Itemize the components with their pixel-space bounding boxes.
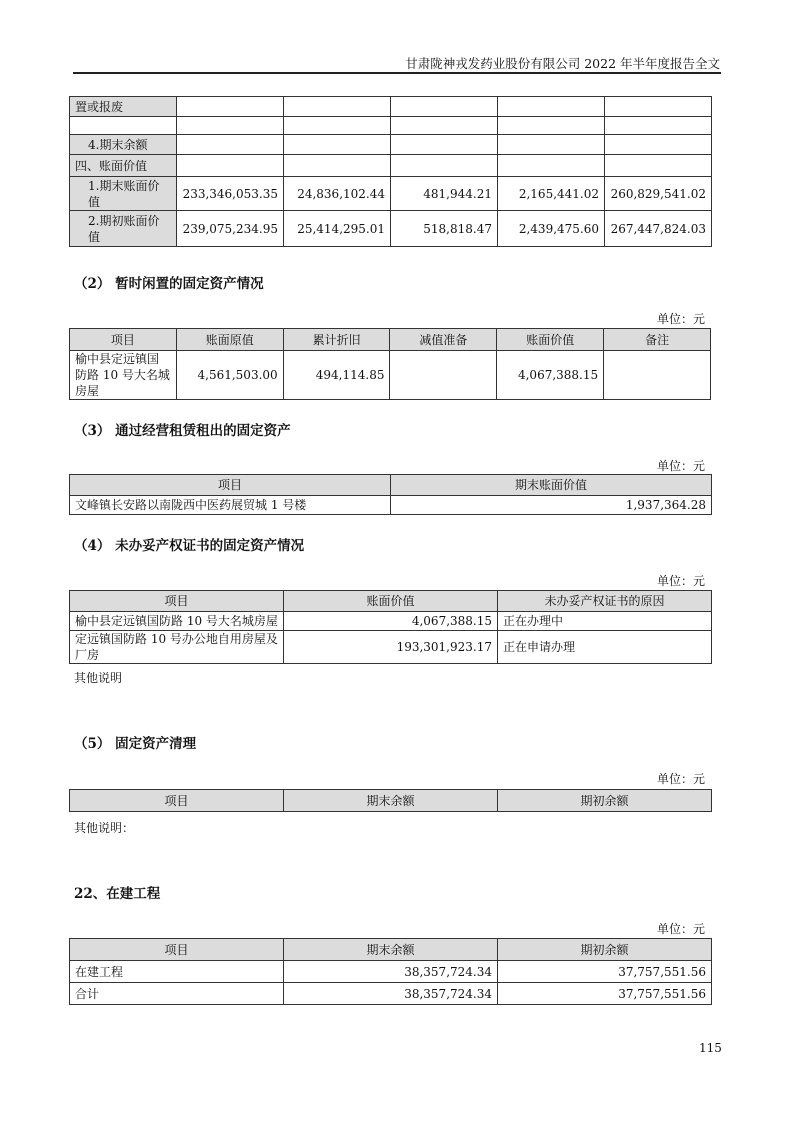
column-header: 项目 (70, 329, 177, 351)
cell: 在建工程 (70, 961, 284, 983)
column-header: 项目 (70, 475, 391, 496)
section-heading: （5） 固定资产清理 (74, 736, 197, 752)
table-row (70, 983, 712, 1005)
cell: 正在办理中 (498, 612, 712, 631)
column-header: 减值准备 (390, 329, 497, 351)
table-row (70, 631, 712, 664)
column-header: 期初余额 (498, 790, 712, 812)
column-header: 账面原值 (176, 329, 283, 351)
cell: 2,439,475.60 (498, 211, 605, 247)
cell: 518,818.47 (391, 211, 498, 247)
unit-label: 单位：元 (656, 772, 705, 786)
table-header (70, 475, 712, 496)
unit-label: 单位：元 (656, 574, 705, 588)
column-header: 期末账面价值 (391, 475, 712, 496)
cell: 定远镇国防路 10 号办公地自用房屋及厂房 (70, 631, 284, 664)
leased-assets-table (69, 474, 712, 515)
cell: 494,114.85 (283, 351, 390, 400)
fixed-assets-table-continued (69, 96, 712, 247)
cell: 正在申请办理 (498, 631, 712, 664)
table-header (70, 329, 711, 351)
table-row (70, 351, 711, 400)
column-header: 期末余额 (284, 790, 498, 812)
unit-label: 单位：元 (656, 312, 705, 326)
cell: 24,836,102.44 (284, 177, 391, 211)
cell: 4,067,388.15 (284, 612, 498, 631)
cell: 37,757,551.56 (498, 983, 712, 1005)
section-heading: 22、在建工程 (74, 886, 161, 902)
cell: 文峰镇长安路以南陇西中医药展贸城 1 号楼 (70, 496, 391, 515)
cell: 260,829,541.02 (605, 177, 712, 211)
cell: 合计 (70, 983, 284, 1005)
uncertified-assets-table (69, 590, 712, 664)
cell: 233,346,053.35 (177, 177, 284, 211)
section-heading: （2） 暂时闲置的固定资产情况 (74, 276, 264, 292)
cell: 193,301,923.17 (284, 631, 498, 664)
cell (604, 351, 711, 400)
cell: 1,937,364.28 (391, 496, 712, 515)
cell: 榆中县定远镇国防路 10 号大名城房屋 (70, 612, 284, 631)
cell: 239,075,234.95 (177, 211, 284, 247)
unit-label: 单位：元 (656, 459, 705, 473)
table-header (70, 591, 712, 612)
cell: 481,944.21 (391, 177, 498, 211)
column-header: 账面价值 (497, 329, 604, 351)
cell: 2,165,441.02 (498, 177, 605, 211)
unit-label: 单位：元 (656, 922, 705, 936)
column-header: 项目 (70, 591, 284, 612)
row-label: 四、账面价值 (70, 155, 177, 177)
section-heading: （3） 通过经营租赁租出的固定资产 (74, 423, 291, 439)
construction-in-progress-table (69, 938, 712, 1005)
page-header: 甘肃陇神戎发药业股份有限公司 2022 年半年度报告全文 (405, 56, 720, 71)
column-header: 期末余额 (284, 939, 498, 961)
disposal-table (69, 789, 712, 812)
table-row (70, 612, 712, 631)
header-rule (73, 72, 721, 74)
other-notes-label: 其他说明 (74, 671, 123, 685)
column-header: 累计折旧 (283, 329, 390, 351)
column-header: 未办妥产权证书的原因 (498, 591, 712, 612)
idle-assets-table (69, 328, 711, 400)
row-label: 1.期末账面价值 (70, 177, 177, 211)
page-number: 115 (699, 1041, 722, 1055)
table-row (70, 961, 712, 983)
table-row (70, 177, 712, 211)
other-notes-label: 其他说明： (74, 821, 135, 835)
column-header: 项目 (70, 790, 284, 812)
row-label: 2.期初账面价值 (70, 211, 177, 247)
row-label: 4.期末余额 (70, 135, 177, 155)
column-header: 项目 (70, 939, 284, 961)
column-header: 期初余额 (498, 939, 712, 961)
table-row (70, 155, 712, 177)
cell: 25,414,295.01 (284, 211, 391, 247)
cell: 37,757,551.56 (498, 961, 712, 983)
section-heading: （4） 未办妥产权证书的固定资产情况 (74, 538, 305, 554)
cell: 38,357,724.34 (284, 961, 498, 983)
table-row (70, 211, 712, 247)
table-row (70, 496, 712, 515)
column-header: 备注 (604, 329, 711, 351)
cell (390, 351, 497, 400)
table-row (70, 117, 712, 135)
column-header: 账面价值 (284, 591, 498, 612)
table-row (70, 97, 712, 117)
cell: 38,357,724.34 (284, 983, 498, 1005)
cell: 榆中县定远镇国防路 10 号大名城房屋 (70, 351, 177, 400)
cell: 4,067,388.15 (497, 351, 604, 400)
cell: 267,447,824.03 (605, 211, 712, 247)
row-label: 置或报废 (70, 97, 177, 117)
table-row (70, 135, 712, 155)
cell: 4,561,503.00 (176, 351, 283, 400)
table-header (70, 790, 712, 812)
table-header (70, 939, 712, 961)
